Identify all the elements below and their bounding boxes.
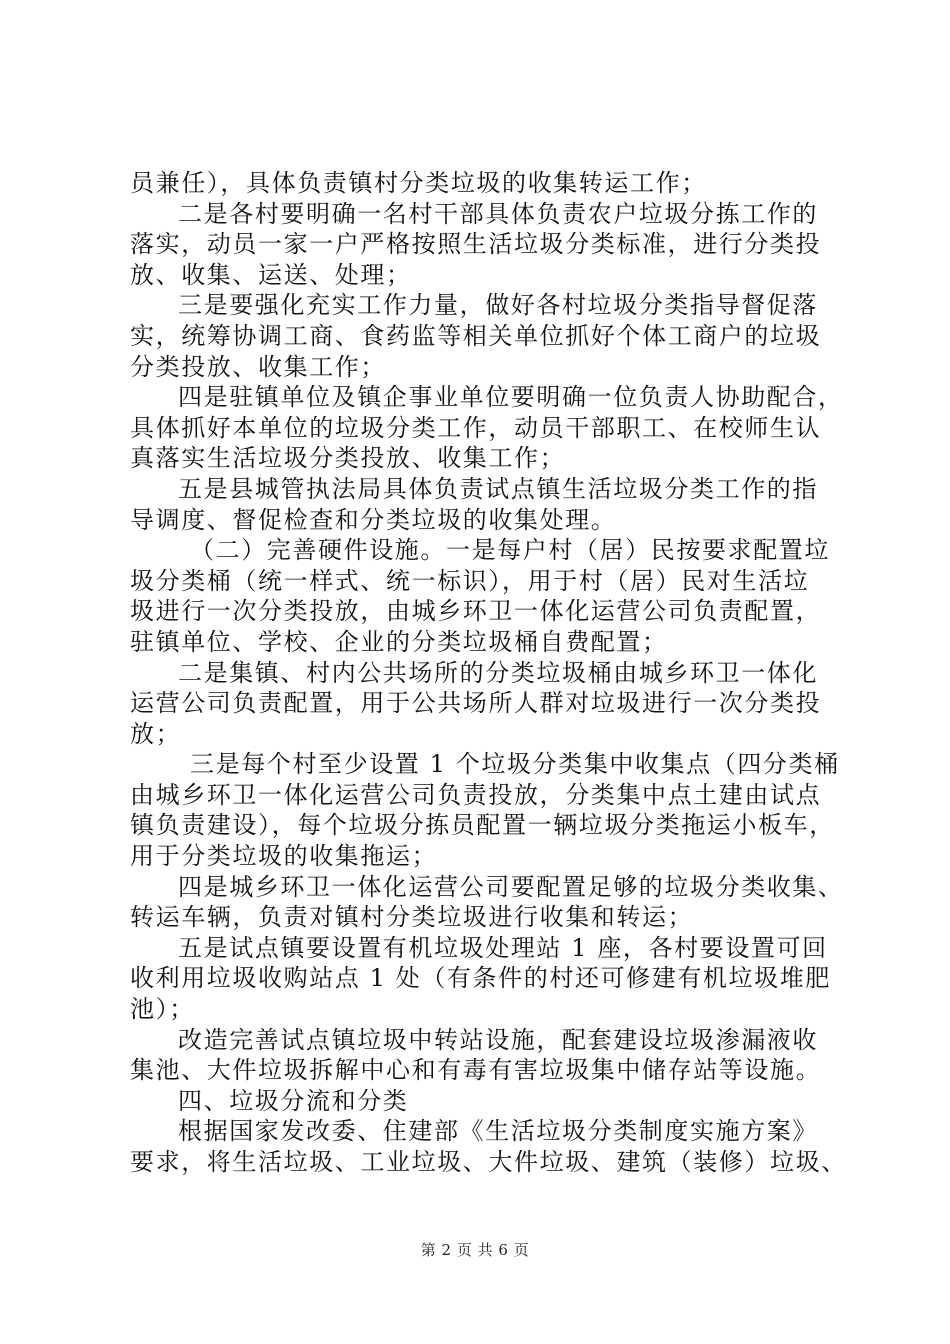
text-line: 运营公司负责配置，用于公共场所人群对垃圾进行一次分类投 [130,689,822,718]
text-line: 改造完善试点镇垃圾中转站设施，配套建设垃圾渗漏液收 [178,1025,818,1054]
text-line: 二是各村要明确一名村干部具体负责农户垃圾分拣工作的 [178,199,818,228]
text-line: 圾分类桶（统一样式、统一标识），用于村（居）民对生活垃 [130,566,810,595]
text-line: 三是每个村至少设置 1 个垃圾分类集中收集点（四分类桶 [190,750,840,779]
text-line: 池）； [130,995,195,1024]
text-line: 四是城乡环卫一体化运营公司要配置足够的垃圾分类收集、 [178,872,844,901]
text-line: 根据国家发改委、住建部《生活垃圾分类制度实施方案》 [178,1117,818,1146]
text-line: 放； [130,719,182,748]
text-line: 五是试点镇要设置有机垃圾处理站 1 座，各村要设置可回 [178,933,828,962]
text-line: 具体抓好本单位的垃圾分类工作，动员干部职工、在校师生认 [130,413,822,442]
text-line: 放、收集、运送、处理； [130,260,412,289]
text-line: 三是要强化充实工作力量，做好各村垃圾分类指导督促落 [178,291,818,320]
text-line: 驻镇单位、学校、企业的分类垃圾桶自费配置； [130,627,668,656]
text-line: 集池、大件垃圾拆解中心和有毒有害垃圾集中储存站等设施。 [130,1056,822,1085]
text-line: 圾进行一次分类投放，由城乡环卫一体化运营公司负责配置， [130,597,822,626]
text-line: 四是驻镇单位及镇企事业单位要明确一位负责人协助配合， [178,383,844,412]
section-heading: 四、垃圾分流和分类 [178,1086,409,1115]
text-line: 导调度、督促检查和分类垃圾的收集处理。 [130,505,617,534]
text-line: 要求，将生活垃圾、工业垃圾、大件垃圾、建筑（装修）垃圾、 [130,1148,847,1176]
document-body [130,168,847,1178]
text-line: （二）完善硬件设施。一是每户村（居）民按要求配置垃 [190,536,830,565]
text-line: 转运车辆，负责对镇村分类垃圾进行收集和转运； [130,903,694,932]
text-line: 收利用垃圾收购站点 1 处（有条件的村还可修建有机垃圾堆肥 [130,964,831,993]
text-line: 实，统筹协调工商、食药监等相关单位抓好个体工商户的垃圾 [130,321,822,350]
text-line: 员兼任），具体负责镇村分类垃圾的收集转运工作； [130,169,707,197]
text-line: 分类投放、收集工作； [130,352,386,381]
page-number-footer: 第 2 页 共 6 页 [420,1241,530,1259]
text-line: 真落实生活垃圾分类投放、收集工作； [130,444,566,473]
text-line: 二是集镇、村内公共场所的分类垃圾桶由城乡环卫一体化 [178,658,818,687]
text-line: 用于分类垃圾的收集拖运； [130,842,438,871]
text-line: 由城乡环卫一体化运营公司负责投放，分类集中点土建由试点 [130,780,822,809]
text-line: 五是县城管执法局具体负责试点镇生活垃圾分类工作的指 [178,474,818,503]
text-line: 落实，动员一家一户严格按照生活垃圾分类标准，进行分类投 [130,230,822,259]
text-line: 镇负责建设），每个垃圾分拣员配置一辆垃圾分类拖运小板车， [130,811,835,840]
